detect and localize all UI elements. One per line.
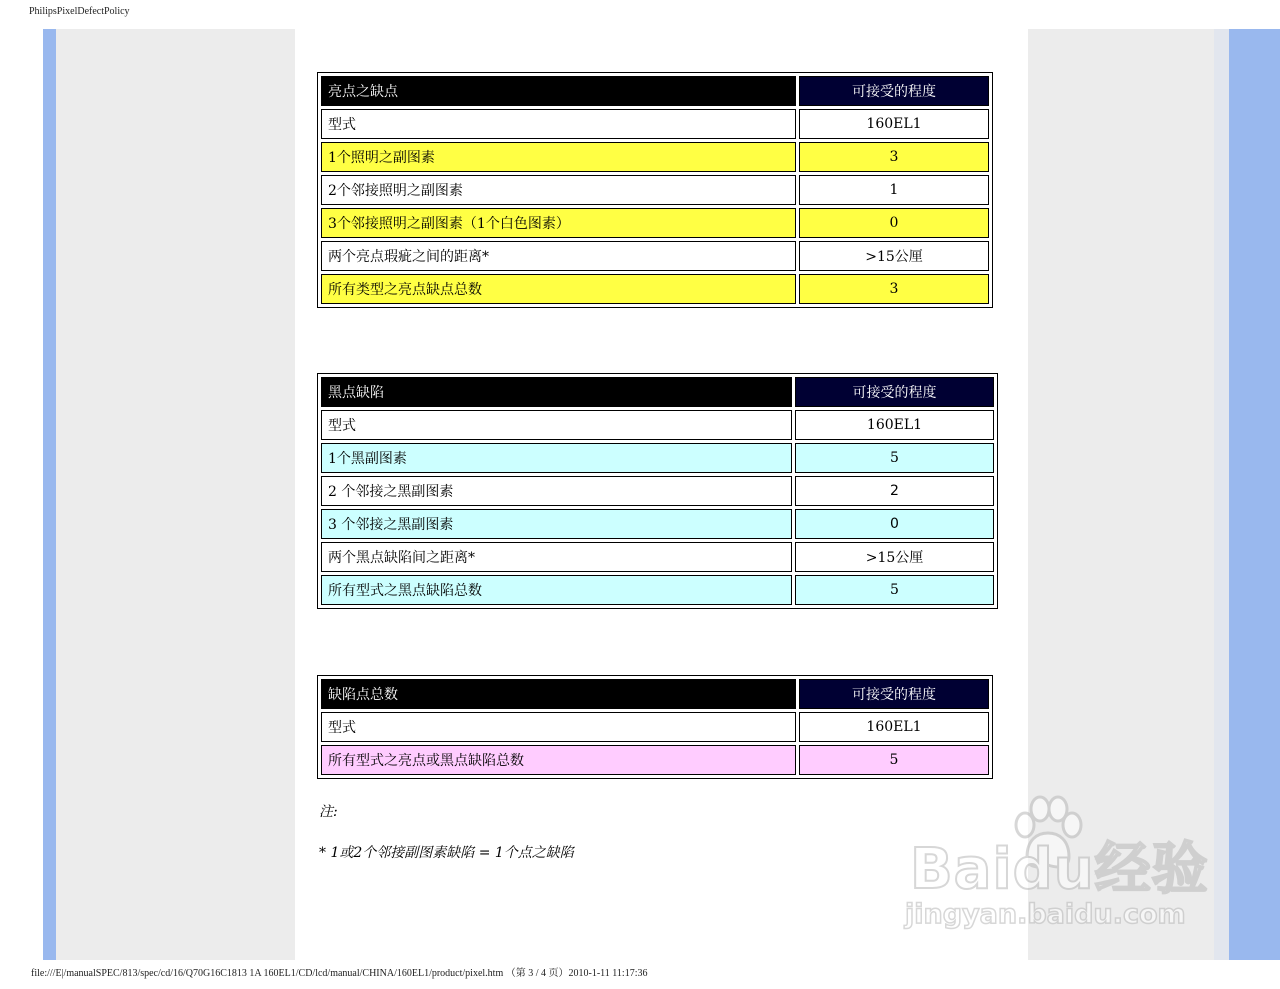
row-value: 5 (799, 745, 989, 775)
table-row (321, 712, 989, 742)
table-row (321, 109, 989, 139)
row-label: 3个邻接照明之副图素（1个白色图素） (321, 208, 796, 238)
row-label: 2个邻接照明之副图素 (321, 175, 796, 205)
row-value: 0 (795, 509, 994, 539)
bright-dot-defects-table (317, 72, 993, 308)
row-label: 型式 (321, 712, 796, 742)
table-header-label: 黑点缺陷 (321, 377, 792, 407)
print-footer-path: file:///E|/manualSPEC/813/spec/cd/16/Q70G16C1813 1A 160EL1/CD/lcd/manual/CHINA/160EL1/product/pixel.htm （第 3 / 4 页）2010-1-11 11:17:36 (31, 968, 648, 979)
row-value: 1 (799, 175, 989, 205)
table-header-value: 可接受的程度 (799, 76, 989, 106)
table-row (321, 476, 994, 506)
row-value: 3 (799, 142, 989, 172)
notes-title: 注: (319, 804, 338, 820)
row-label: 所有型式之黑点缺陷总数 (321, 575, 792, 605)
left-blue-frame (43, 29, 56, 960)
row-value: >15公厘 (795, 542, 994, 572)
print-header-title: PhilipsPixelDefectPolicy (29, 6, 130, 17)
table-header-value: 可接受的程度 (795, 377, 994, 407)
row-label: 所有型式之亮点或黑点缺陷总数 (321, 745, 796, 775)
row-label: 两个黑点缺陷间之距离* (321, 542, 792, 572)
table-row (321, 575, 994, 605)
row-value: 3 (799, 274, 989, 304)
table-row (321, 509, 994, 539)
table-row (321, 542, 994, 572)
row-value: 160EL1 (799, 712, 989, 742)
row-label: 3 个邻接之黑副图素 (321, 509, 792, 539)
row-value: 0 (799, 208, 989, 238)
row-label: 所有类型之亮点缺点总数 (321, 274, 796, 304)
table-row (321, 410, 994, 440)
row-value: 5 (795, 575, 994, 605)
row-value: 160EL1 (799, 109, 989, 139)
table-row (321, 208, 989, 238)
table-row (321, 443, 994, 473)
table-header-row (321, 679, 989, 709)
baidu-jingyan-watermark (905, 795, 1210, 945)
table-row (321, 241, 989, 271)
black-dot-defects-table (317, 373, 998, 609)
table-header-row (321, 377, 994, 407)
left-gray-frame (56, 29, 295, 960)
table-row (321, 274, 989, 304)
notes-body: * 1或2个邻接副图素缺陷 = 1个点之缺陷 (319, 845, 574, 861)
table-row (321, 142, 989, 172)
watermark-url: jingyan.baidu.com (905, 899, 1186, 930)
row-label: 1个黑副图素 (321, 443, 792, 473)
row-label: 型式 (321, 410, 792, 440)
table-header-value: 可接受的程度 (799, 679, 989, 709)
right-blue-frame (1229, 29, 1280, 960)
table-header-label: 缺陷点总数 (321, 679, 796, 709)
row-label: 2 个邻接之黑副图素 (321, 476, 792, 506)
table-row (321, 745, 989, 775)
row-label: 两个亮点瑕疵之间的距离* (321, 241, 796, 271)
table-header-row (321, 76, 989, 106)
right-separator (1214, 29, 1229, 960)
row-value: 2 (795, 476, 994, 506)
row-value: >15公厘 (799, 241, 989, 271)
table-row (321, 175, 989, 205)
row-value: 5 (795, 443, 994, 473)
total-defects-table (317, 675, 993, 779)
row-value: 160EL1 (795, 410, 994, 440)
watermark-brand: Baidu经验 (910, 837, 1209, 902)
row-label: 1个照明之副图素 (321, 142, 796, 172)
row-label: 型式 (321, 109, 796, 139)
table-header-label: 亮点之缺点 (321, 76, 796, 106)
